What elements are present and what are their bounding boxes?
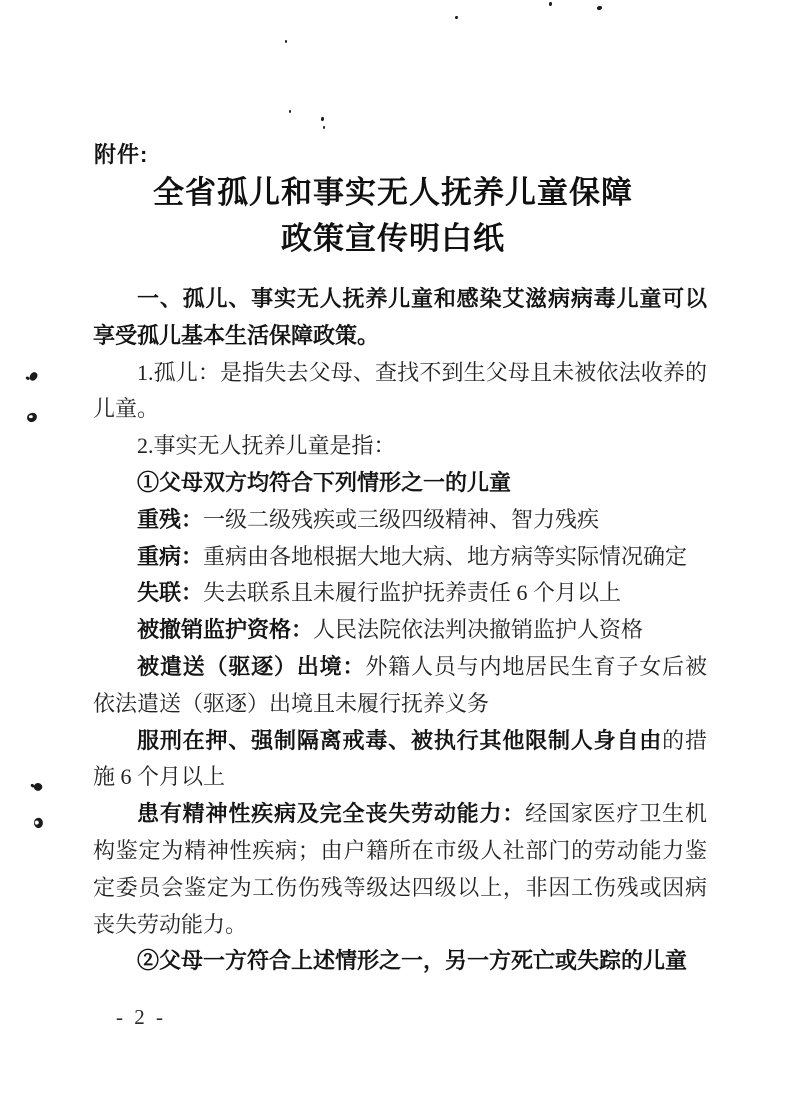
document-title-line-2: 政策宣传明白纸 (281, 221, 505, 256)
paragraph (93, 355, 707, 429)
ink-speck (26, 412, 37, 423)
emphasis-text: 重病： (137, 543, 204, 569)
paragraph (93, 943, 707, 980)
body-text: 人民法院依法判决撤销监护人资格 (313, 617, 644, 643)
body-text: 重病由各地根据大地大病、地方病等实际情况确定 (203, 543, 688, 569)
emphasis-text: ①父母双方均符合下列情形之一的儿童 (137, 469, 512, 495)
page-number: - 2 - (116, 1005, 166, 1029)
body-text: 的措施 6 个月以上 (93, 727, 707, 790)
emphasis-text: 重残： (137, 506, 204, 532)
paragraph (93, 428, 707, 465)
attachment-label: 附件: (94, 142, 149, 167)
ink-speck (28, 371, 38, 382)
body-text: 外籍人员与内地居民生育子女后被依法遣送（驱逐）出境且未履行抚养义务 (93, 653, 707, 716)
paragraph (93, 723, 707, 797)
body-text: 一级二级残疾或三级四级精神、智力残疾 (203, 506, 600, 532)
emphasis-text: 被遣送（驱逐）出境： (137, 653, 366, 679)
scan-noise-dot (289, 110, 291, 113)
emphasis-text: 被撤销监护资格： (137, 617, 314, 643)
paragraph (93, 649, 707, 723)
body-text: 经国家医疗卫生机构鉴定为精神性疾病；由户籍所在市级人社部门的劳动能力鉴定委员会鉴定为工伤伤残等级达四级以上，非因工伤残或因病丧失劳动能力。 (93, 801, 707, 937)
ink-speck (33, 817, 45, 829)
emphasis-text: 患有精神性疾病及完全丧失劳动能力： (137, 801, 526, 827)
paragraph (93, 796, 707, 943)
scan-noise-dot (597, 6, 602, 10)
emphasis-text: 一、孤儿、事实无人抚养儿童和感染艾滋病病毒儿童可以享受孤儿基本生活保障政策。 (93, 286, 707, 348)
document-title (0, 170, 786, 262)
scan-noise-dot (285, 40, 287, 43)
paragraph (93, 465, 707, 502)
paragraph (93, 539, 707, 576)
body-text: 2.事实无人抚养儿童是指： (137, 433, 396, 459)
document-body (93, 281, 707, 980)
scan-noise-dot (549, 2, 552, 6)
emphasis-text: 服刑在押、强制隔离戒毒、被执行其他限制人身自由 (137, 727, 663, 753)
scan-noise-dot (323, 126, 325, 129)
ink-speck (32, 781, 43, 792)
document-title-line-1: 全省孤儿和事实无人抚养儿童保障 (153, 175, 633, 210)
paragraph (93, 281, 707, 355)
paragraph (93, 575, 707, 612)
scan-noise-dot (455, 16, 458, 19)
body-text: 1.孤儿：是指失去父母、查找不到生父母且未被依法收养的儿童。 (93, 359, 707, 422)
scan-noise-dot (321, 117, 324, 121)
paragraph (93, 612, 707, 649)
emphasis-text: ②父母一方符合上述情形之一，另一方死亡或失踪的儿童 (137, 948, 688, 974)
emphasis-text: 失联： (137, 580, 204, 606)
paragraph (93, 502, 707, 539)
body-text: 失去联系且未履行监护抚养责任 6 个月以上 (203, 580, 622, 606)
